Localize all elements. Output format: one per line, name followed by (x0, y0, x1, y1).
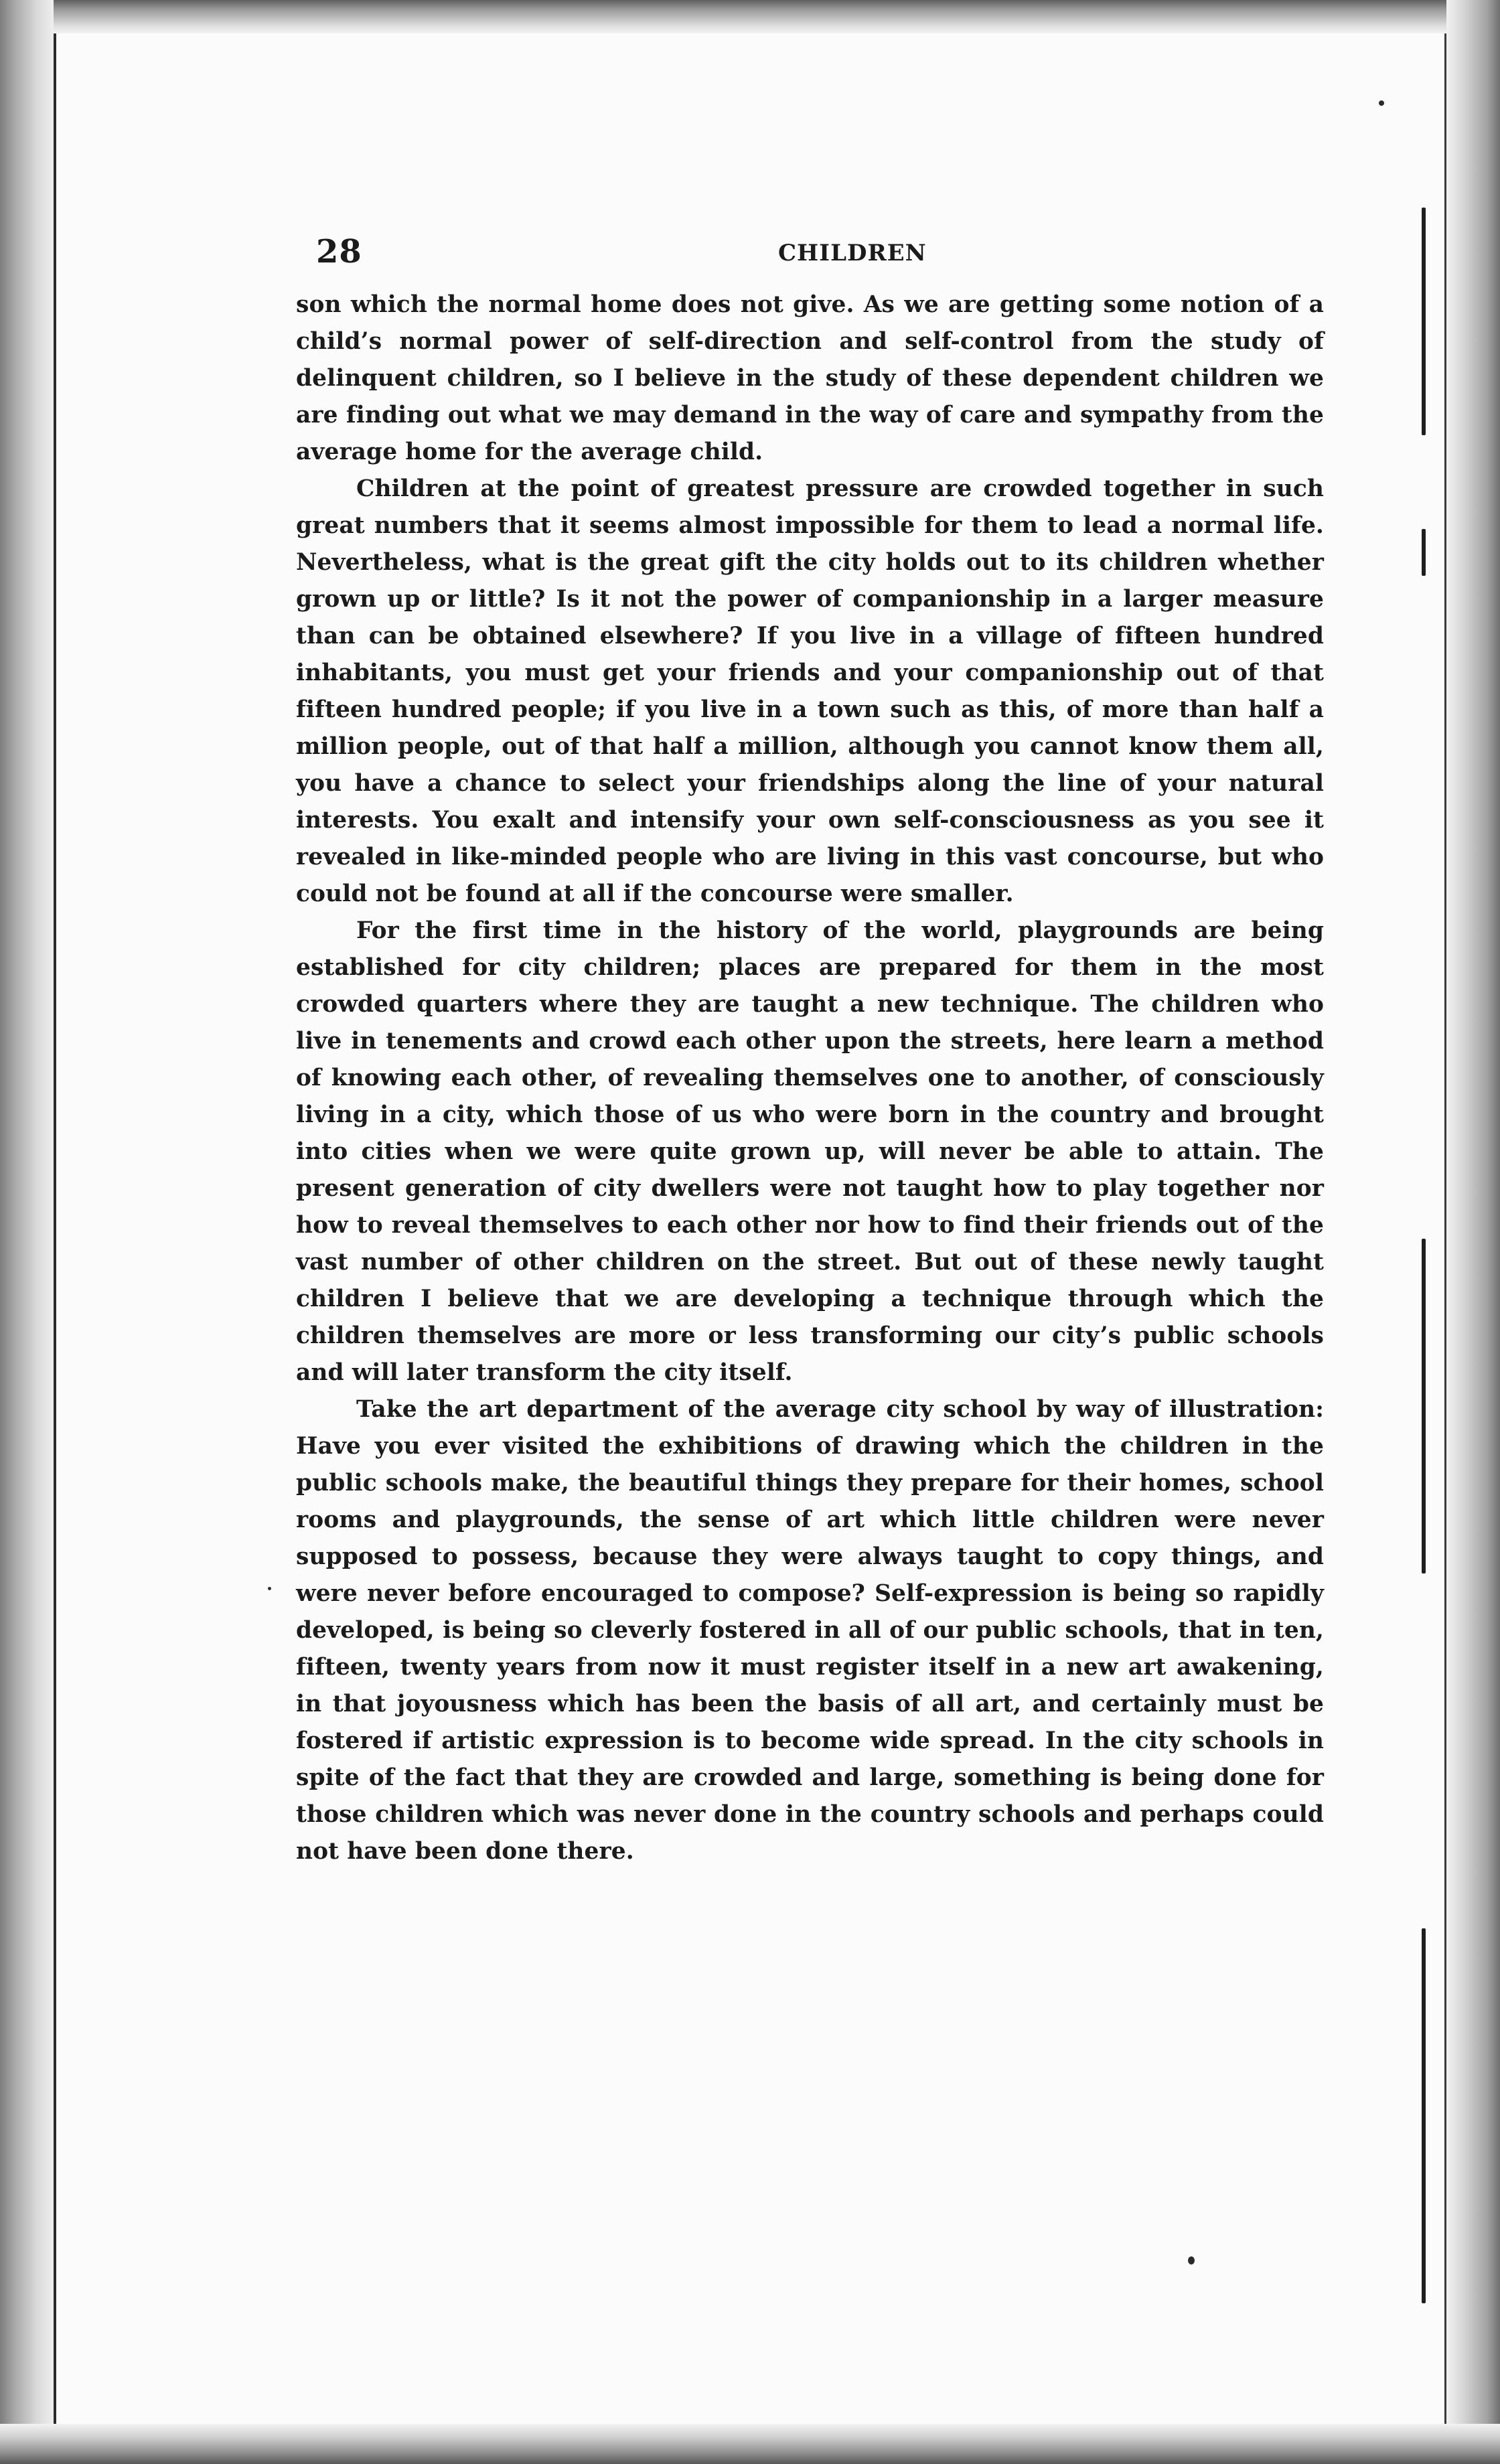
page-edge-mark (1422, 1239, 1426, 1573)
page-content (296, 233, 1324, 2128)
body-text (296, 287, 1324, 1870)
scan-speck (1379, 100, 1384, 106)
paragraph-2: Children at the point of greatest pressure are crowded together in such great numbers that it seems almost impossible for them to lead a normal life. Nevertheless, what is the great gift the city holds out to its children whether grown up or little? Is it not the power of companionship in a larger measure than can be obtained elsewhere? If you live in a village of fifteen hundred inhabitants, you must get your friends and your companionship out of that fifteen hundred people; if you live in a town such as this, of more than half a million people, out of that half a million, although you cannot know them all, you have a chance to select your friendships along the line of your natural interests. You exalt and intensify your own self-consciousness as you see it revealed in like-minded people who are living in this vast concourse, but who could not be found at all if the concourse were smaller. (296, 475, 1324, 907)
paragraph-1: son which the normal home does not give. As we are getting some notion of a child’s normal power of self-direction and self-control from the study of delinquent children, so I believe in the study of these dependent children we are finding out what we may demand in the way of care and sympathy from the average home for the average child. (296, 291, 1324, 465)
paragraph-3: For the first time in the history of the world, playgrounds are being established for city children; places are prepared for them in the most crowded quarters where they are taught a new technique. The children who live in tenements and crowd each other upon the streets, here learn a method of knowing each other, of revealing themselves one to another, of consciously living in a city, which those of us who were born in the country and brought into cities when we were quite grown up, will never be able to attain. The present generation of city dwellers were not taught how to play together nor how to reveal themselves to each other nor how to find their friends out of the vast number of other children on the street. But out of these newly taught children I believe that we are developing a technique through which the children themselves are more or less transforming our city’s public schools and will later transform the city itself. (296, 917, 1324, 1386)
scan-speck (1188, 2256, 1195, 2264)
scan-edge-bottom (0, 2424, 1500, 2464)
scan-speck (268, 1587, 271, 1590)
scan-edge-left (0, 0, 54, 2464)
page-edge-mark (1422, 208, 1426, 435)
running-title: CHILDREN (778, 240, 927, 266)
scan-edge-right (1446, 0, 1500, 2464)
page-edge-mark (1422, 1928, 1426, 2303)
running-head (296, 233, 1324, 287)
scan-edge-top (0, 0, 1500, 33)
page-number: 28 (316, 233, 362, 271)
paragraph-4: Take the art department of the average city school by way of illustration: Have you ever visited the exhibitions of drawing which the children in the public schools make, the beautiful things they prepare for their homes, school rooms and playgrounds, the sense of art which little children were never supposed to possess, because they were always taught to copy things, and were never before encouraged to compose? Self-expression is being so rapidly developed, is being so cleverly fostered in all of our public schools, that in ten, fifteen, twenty years from now it must register itself in a new art awakening, in that joyousness which has been the basis of all art, and certainly must be fostered if artistic expression is to become wide spread. In the city schools in spite of the fact that they are crowded and large, something is being done for those children which was never done in the country schools and perhaps could not have been done there. (296, 1396, 1324, 1865)
page-edge-mark (1422, 529, 1426, 576)
